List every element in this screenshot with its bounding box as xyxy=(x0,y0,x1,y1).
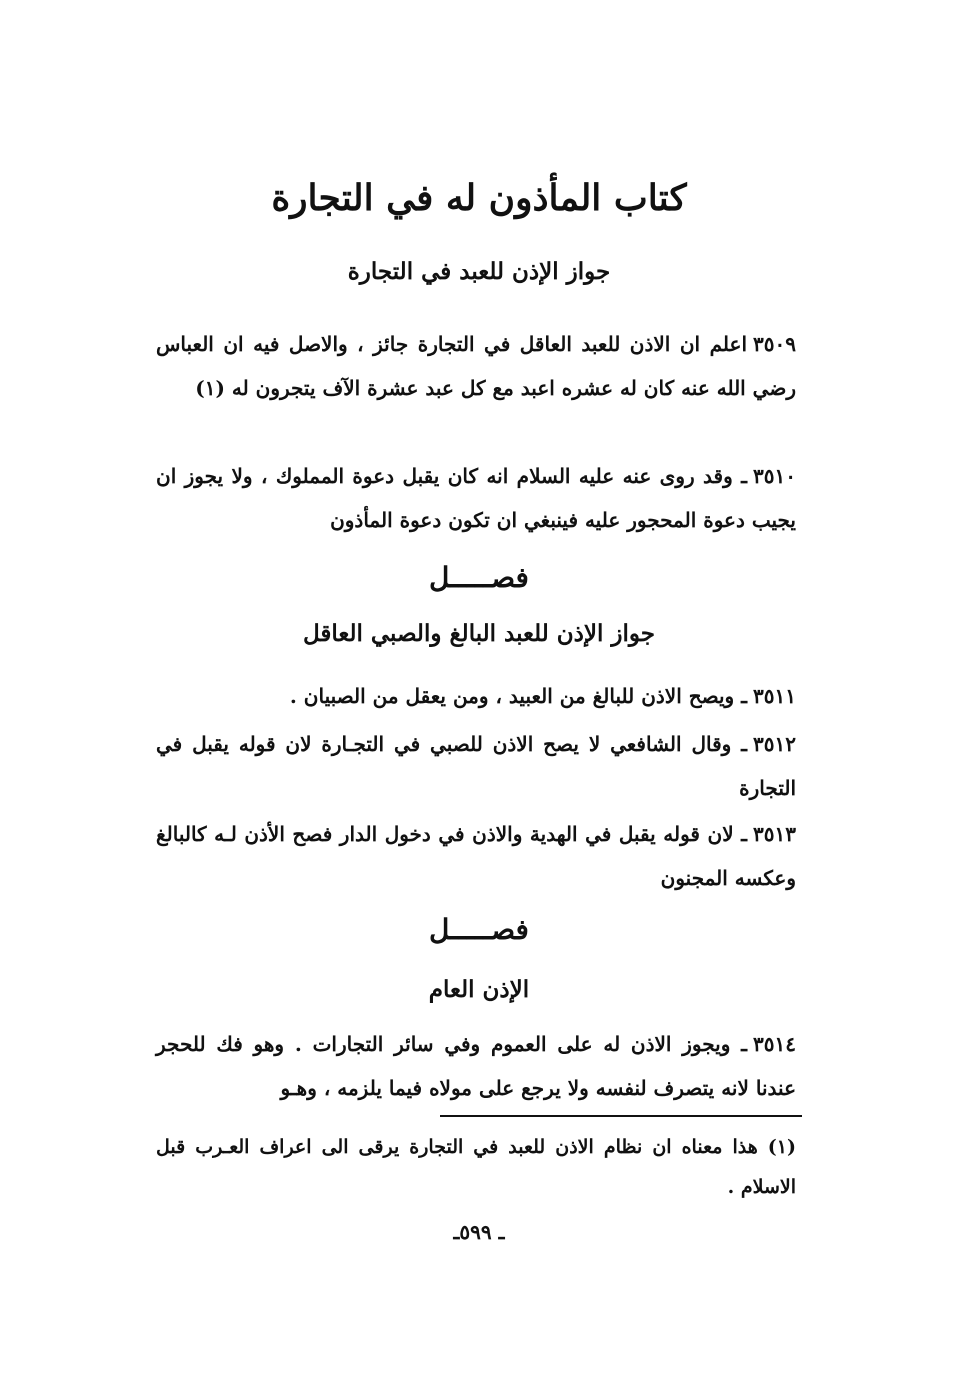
fasl-divider-2: فصـــــل xyxy=(429,913,529,946)
paragraph-number: ٣٥٠٩ xyxy=(753,332,796,356)
paragraph-3510 xyxy=(156,454,796,542)
paragraph-3512 xyxy=(156,722,796,810)
paragraph-3509 xyxy=(156,322,796,410)
paragraph-number: ٣٥١٤ xyxy=(753,1032,796,1056)
page-number: ـ ٥٩٩ـ xyxy=(453,1220,505,1244)
paragraph-number: ٣٥١٢ xyxy=(753,732,796,756)
paragraph-number: ٣٥١٣ xyxy=(753,822,796,846)
paragraph-text: اعلم ان الاذن للعبد العاقل في التجارة جائز ، والاصل فيه ان العباس رضي الله عنه كان له عشره اعبد مع كل عبد عشرة الآف يتجرون له (١) xyxy=(156,332,796,400)
paragraph-number: ٣٥١١ xyxy=(753,684,796,708)
book-title: كتاب المأذون له في التجارة xyxy=(271,177,687,219)
paragraph-text: ـ لان قوله يقبل في الهدية والاذن في دخول الدار فصح الأذن لـه كالبالغ وعكسه المجنون xyxy=(156,822,796,890)
paragraph-text: ـ ويصح الاذن للبالغ من العبيد ، ومن يعقل من الصبيان . xyxy=(289,684,748,708)
section-heading-2: جواز الإذن للعبد البالغ والصبي العاقل xyxy=(302,620,656,647)
paragraph-text: ـ وقد روى عنه عليه السلام انه كان يقبل دعوة المملوك ، ولا يجوز ان يجيب دعوة المحجور عليه فينبغي ان تكون دعوة المأذون xyxy=(156,464,796,532)
section-heading-3: الإذن العام xyxy=(428,976,530,1003)
paragraph-3511 xyxy=(156,674,796,718)
paragraph-text: ـ ويجوز الاذن له على العموم وفي سائر التجارات . وهو فك للحجر عندنا لانه يتصرف لنفسه ولا يرجع على مولاه فيما يلزمه ، وهـو xyxy=(156,1032,796,1100)
footnote: (١) هذا معناه ان نظام الاذن للعبد في التجارة يرقى الى اعراف العـرب قبل الاسلام . xyxy=(156,1136,796,1198)
paragraph-number: ٣٥١٠ xyxy=(753,464,796,488)
section-heading-1: جواز الإذن للعبد في التجارة xyxy=(347,258,611,285)
paragraph-3513 xyxy=(156,812,796,900)
paragraph-3514 xyxy=(156,1022,796,1110)
paragraph-text: ـ وقال الشافعي لا يصح الاذن للصبي في التجـارة لان قوله يقبل في التجارة xyxy=(156,732,796,800)
fasl-divider-1: فصـــــل xyxy=(429,561,529,594)
footnote-rule xyxy=(440,1115,802,1117)
